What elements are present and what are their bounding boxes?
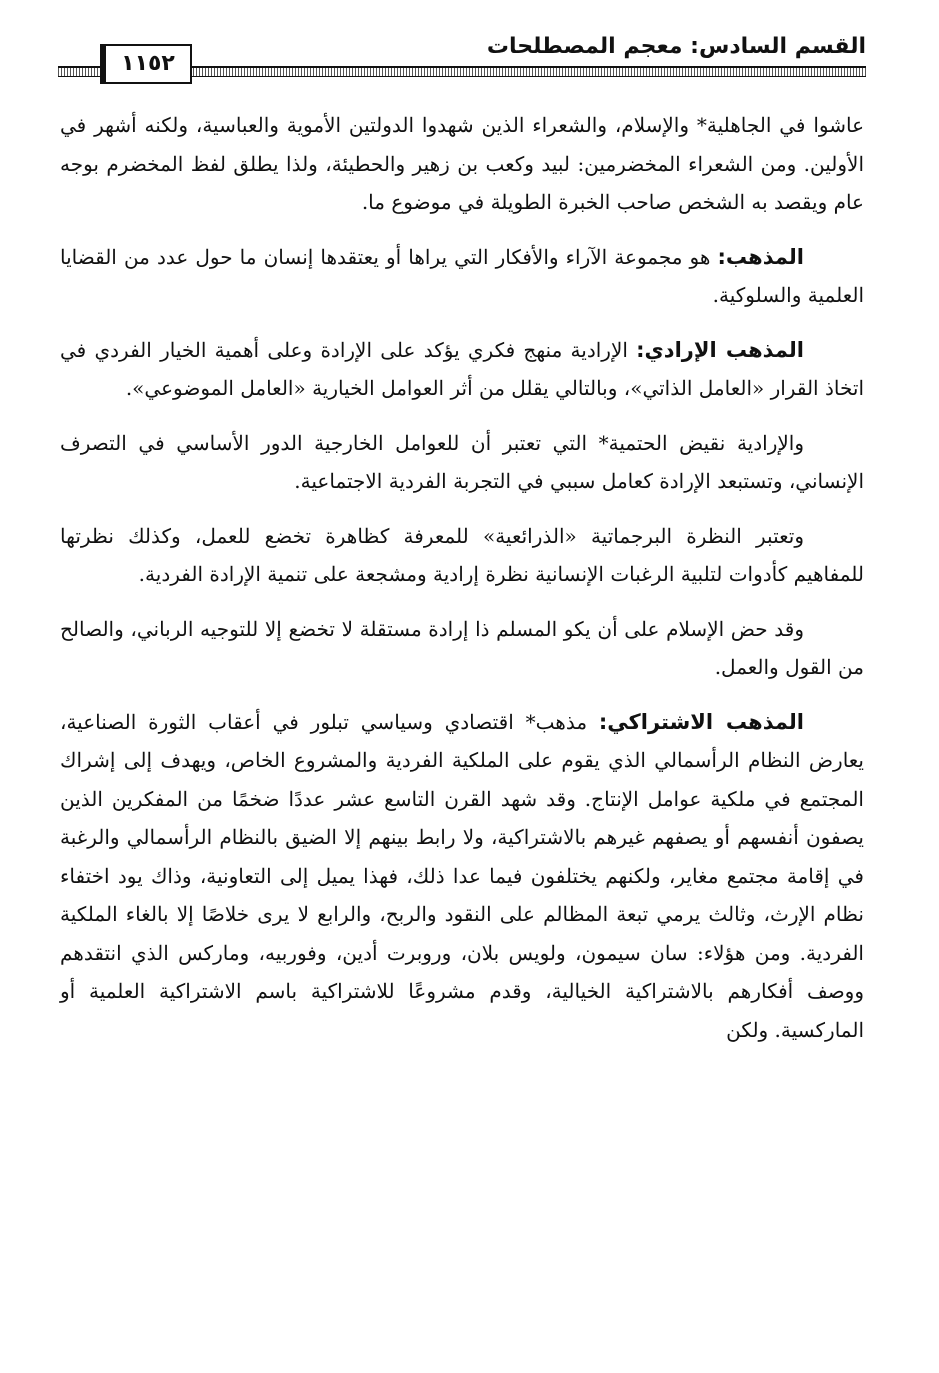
paragraph [60, 106, 864, 222]
section-title: القسم السادس: معجم المصطلحات [486, 34, 866, 59]
body-text [60, 106, 864, 1065]
paragraph-text: والإرادية نقيض الحتمية* التي تعتبر أن للعوامل الخارجية الدور الأساسي في التصرف الإنساني، وتستبعد الإرادة كعامل سببي في التجربة الفردية الاجتماعية. [60, 430, 864, 493]
paragraph-text: وقد حض الإسلام على أن يكو المسلم ذا إرادة مستقلة لا تخضع إلا للتوجيه الرباني، والصالح من القول والعمل. [60, 616, 864, 679]
running-header [58, 30, 866, 80]
paragraph-text: هو مجموعة الآراء والأفكار التي يراها أو يعتقدها إنسان ما حول عدد من القضايا العلمية والسلوكية. [60, 244, 864, 307]
paragraph [60, 424, 864, 501]
paragraph [60, 610, 864, 687]
definition-paragraph [60, 238, 864, 315]
paragraph-text: الإرادية منهج فكري يؤكد على الإرادة وعلى أهمية الخيار الفردي في اتخاذ القرار «العامل الذاتي»، وبالتالي يقلل من أثر العوامل الخيارية «العامل الموضوعي». [60, 337, 864, 400]
definition-paragraph [60, 703, 864, 1050]
term-heading: المذهب: [717, 244, 804, 269]
term-heading: المذهب الاشتراكي: [598, 709, 804, 734]
term-heading: المذهب الإرادي: [636, 337, 804, 362]
paragraph-text: عاشوا في الجاهلية* والإسلام، والشعراء الذين شهدوا الدولتين الأموية والعباسية، ولكنه أشهر في الأولين. ومن الشعراء المخضرمين: لبيد وكعب بن زهير والحطيئة، ولذا يطلق لفظ المخضرم بوجه عام ويقصد به الشخص صاحب الخبرة الطويلة في موضوع ما. [60, 113, 864, 214]
paragraph-text: وتعتبر النظرة البرجماتية «الذرائعية» للمعرفة كظاهرة تخضع للعمل، وكذلك نظرتها للمفاهيم كأدوات لتلبية الرغبات الإنسانية نظرة إرادية ومشجعة على تنمية الإرادة الفردية. [60, 523, 864, 586]
paragraph [60, 517, 864, 594]
page-number: ١١٥٢ [100, 44, 192, 84]
definition-paragraph [60, 331, 864, 408]
paragraph-text: مذهب* اقتصادي وسياسي تبلور في أعقاب الثورة الصناعية، يعارض النظام الرأسمالي الذي يقوم على الملكية الفردية والمشروع الخاص، ويهدف إلى إشراك المجتمع في ملكية عوامل الإنتاج. وقد شهد القرن التاسع عشر عددًا ضخمًا من المفكرين الذين يصفون أنفسهم أو يصفهم غيرهم بالاشتراكية، ولا رابط بينهم إلا الضيق بالنظام الرأسمالي والرغبة في إقامة مجتمع مغاير، ولكنهم يختلفون فيما عدا ذلك، فهذا يميل إلى التعاونية، وذاك يود اختفاء نظام الإرث، وثالث يرمي تبعة المظالم على النقود والربح، والرابع لا يرى خلاصًا إلا بالغاء الملكية الفردية. ومن هؤلاء: سان سيمون، ولويس بلان، وروبرت أدين، وفوربيه، وماركس الذي انتقدهم ووصف أفكارهم بالاشتراكية الخيالية، وقدم مشروعًا للاشتراكية باسم الاشتراكية العلمية أو الماركسية. ولكن [60, 709, 865, 1042]
